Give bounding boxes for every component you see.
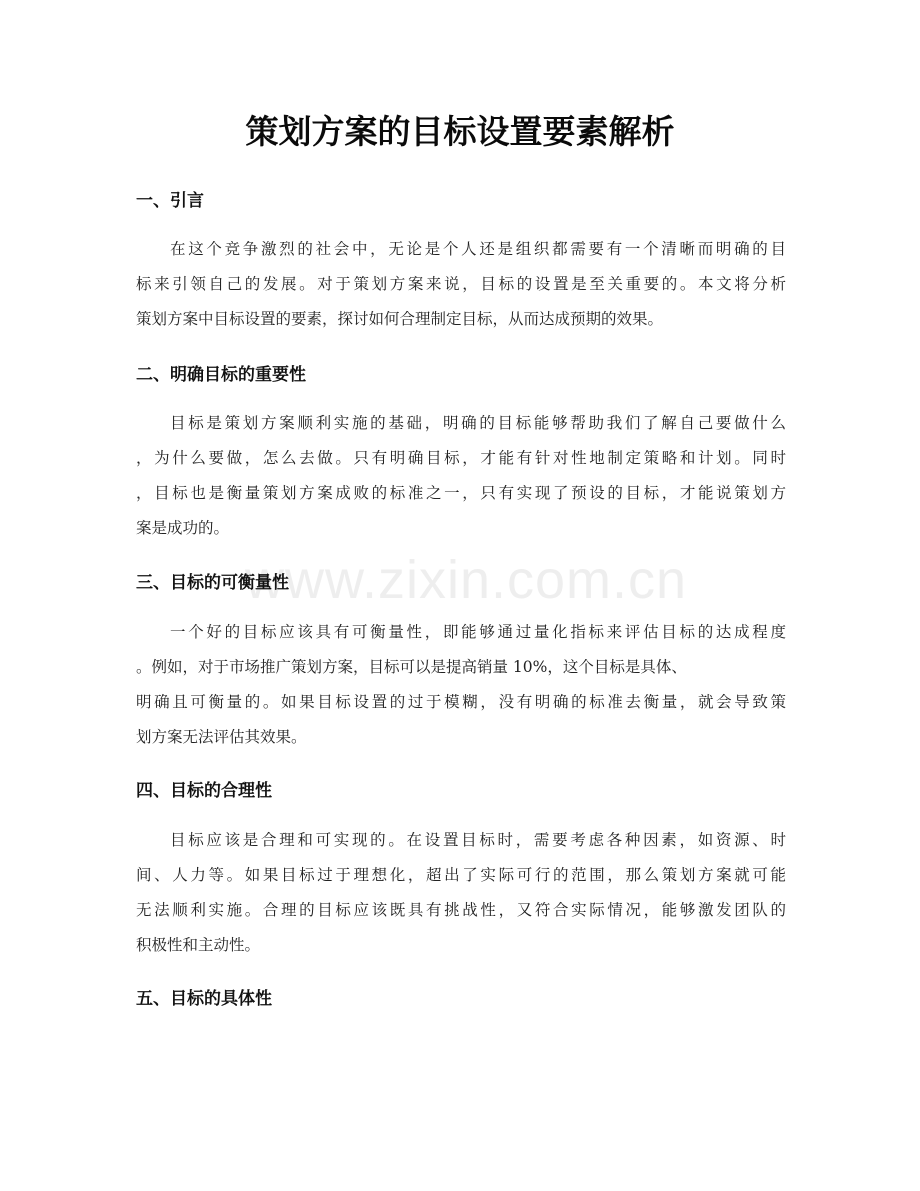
paragraph-line: 标来引领自己的发展。对于策划方案来说，目标的设置是至关重要的。本文将分析 — [136, 275, 786, 293]
document-title: 策划方案的目标设置要素解析 — [245, 112, 675, 151]
paragraph-line: ，为什么要做，怎么去做。只有明确目标，才能有针对性地制定策略和计划。同时 — [136, 449, 786, 467]
watermark-text: www.zixin.com.cn — [244, 550, 688, 610]
section-paragraph-reasonableness — [136, 823, 786, 963]
paragraph-line: 划方案无法评估其效果。 — [136, 728, 307, 746]
paragraph-line: ，目标也是衡量策划方案成败的标准之一，只有实现了预设的目标，才能说策划方 — [136, 484, 786, 502]
paragraph-line: 案是成功的。 — [136, 519, 230, 537]
section-paragraph-intro — [136, 232, 786, 337]
section-heading-importance: 二、明确目标的重要性 — [136, 365, 306, 385]
paragraph-line: 明确且可衡量的。如果目标设置的过于模糊，没有明确的标准去衡量，就会导致策 — [136, 693, 786, 711]
section-heading-intro: 一、引言 — [136, 191, 204, 211]
paragraph-line: 目标是策划方案顺利实施的基础，明确的目标能够帮助我们了解自己要做什么 — [170, 414, 786, 432]
section-heading-specificity: 五、目标的具体性 — [136, 989, 272, 1009]
paragraph-line: 间、人力等。如果目标过于理想化，超出了实际可行的范围，那么策划方案就可能 — [136, 866, 786, 884]
paragraph-line: 。例如，对于市场推广策划方案，目标可以是提高销量 10%，这个目标是具体、 — [136, 658, 687, 676]
section-paragraph-importance — [136, 406, 786, 546]
paragraph-line: 在这个竞争激烈的社会中，无论是个人还是组织都需要有一个清晰而明确的目 — [170, 240, 786, 258]
section-paragraph-measurability — [136, 615, 786, 755]
paragraph-line: 无法顺利实施。合理的目标应该既具有挑战性，又符合实际情况，能够激发团队的 — [136, 901, 786, 919]
paragraph-line: 积极性和主动性。 — [136, 936, 261, 954]
paragraph-line: 目标应该是合理和可实现的。在设置目标时，需要考虑各种因素，如资源、时 — [170, 831, 786, 849]
paragraph-line: 策划方案中目标设置的要素，探讨如何合理制定目标，从而达成预期的效果。 — [136, 310, 664, 328]
section-heading-reasonableness: 四、目标的合理性 — [136, 781, 272, 801]
paragraph-line: 一个好的目标应该具有可衡量性，即能够通过量化指标来评估目标的达成程度 — [170, 623, 786, 641]
section-heading-measurability: 三、目标的可衡量性 — [136, 573, 289, 593]
